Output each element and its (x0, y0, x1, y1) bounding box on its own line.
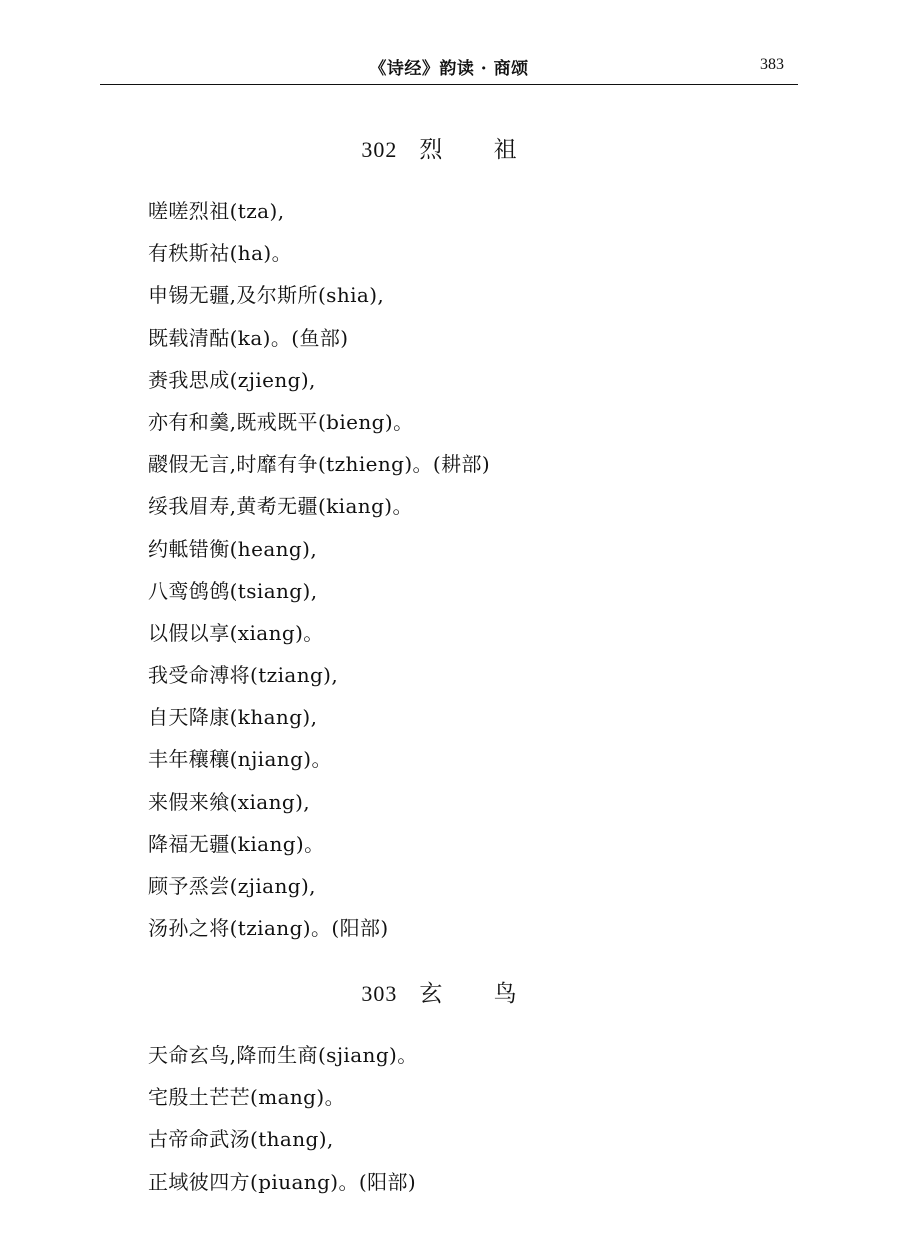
poem-line: 古帝命武汤(thang), (148, 1127, 334, 1152)
poem-line: 正域彼四方(piuang)。(阳部) (148, 1169, 417, 1194)
poem-line: 绥我眉寿,黄耇无疆(kiang)。 (148, 494, 413, 519)
section-title-302 (0, 131, 900, 164)
poem-line: 顾予烝尝(zjiang), (148, 874, 316, 898)
section-number: 302 (361, 137, 398, 162)
poem-line: 既载清酤(ka)。(鱼部) (148, 325, 349, 350)
poem-line: 嗟嗟烈祖(tza), (148, 199, 285, 223)
poem-lines-302 (148, 190, 490, 949)
running-header (100, 52, 798, 82)
section-name: 烈 祖 (419, 137, 539, 163)
poem-line: 约軧错衡(heang), (148, 536, 318, 561)
poem-line: 鬷假无言,时靡有争(tzhieng)。(耕部) (148, 452, 491, 477)
running-header-title: 《诗经》韵读 · 商颂 (369, 59, 529, 79)
poem-line: 宅殷土芒芒(mang)。 (148, 1085, 345, 1110)
section-name: 玄 鸟 (419, 981, 539, 1007)
poem-line: 汤孙之将(tziang)。(阳部) (148, 916, 389, 941)
poem-line: 我受命溥将(tziang), (148, 663, 339, 688)
poem-line: 有秩斯祜(ha)。 (148, 241, 293, 266)
poem-line: 丰年穰穰(njiang)。 (148, 747, 332, 772)
poem-line: 自天降康(khang), (148, 705, 318, 730)
section-number: 303 (361, 981, 398, 1006)
poem-line: 申锡无疆,及尔斯所(shia), (148, 283, 385, 308)
poem-line: 天命玄鸟,降而生商(sjiang)。 (148, 1043, 418, 1067)
poem-line: 降福无疆(kiang)。 (148, 831, 325, 856)
poem-line: 八鸾鸧鸧(tsiang), (148, 578, 318, 603)
poem-lines-303 (148, 1034, 418, 1203)
poem-line: 以假以享(xiang)。 (148, 620, 324, 645)
poem-line: 亦有和羹,既戒既平(bieng)。 (148, 409, 414, 434)
page-number: 383 (760, 56, 784, 73)
section-title-303 (0, 975, 900, 1008)
poem-line: 赉我思成(zjieng), (148, 367, 316, 392)
poem-line: 来假来飨(xiang), (148, 789, 311, 814)
header-divider (100, 84, 798, 85)
